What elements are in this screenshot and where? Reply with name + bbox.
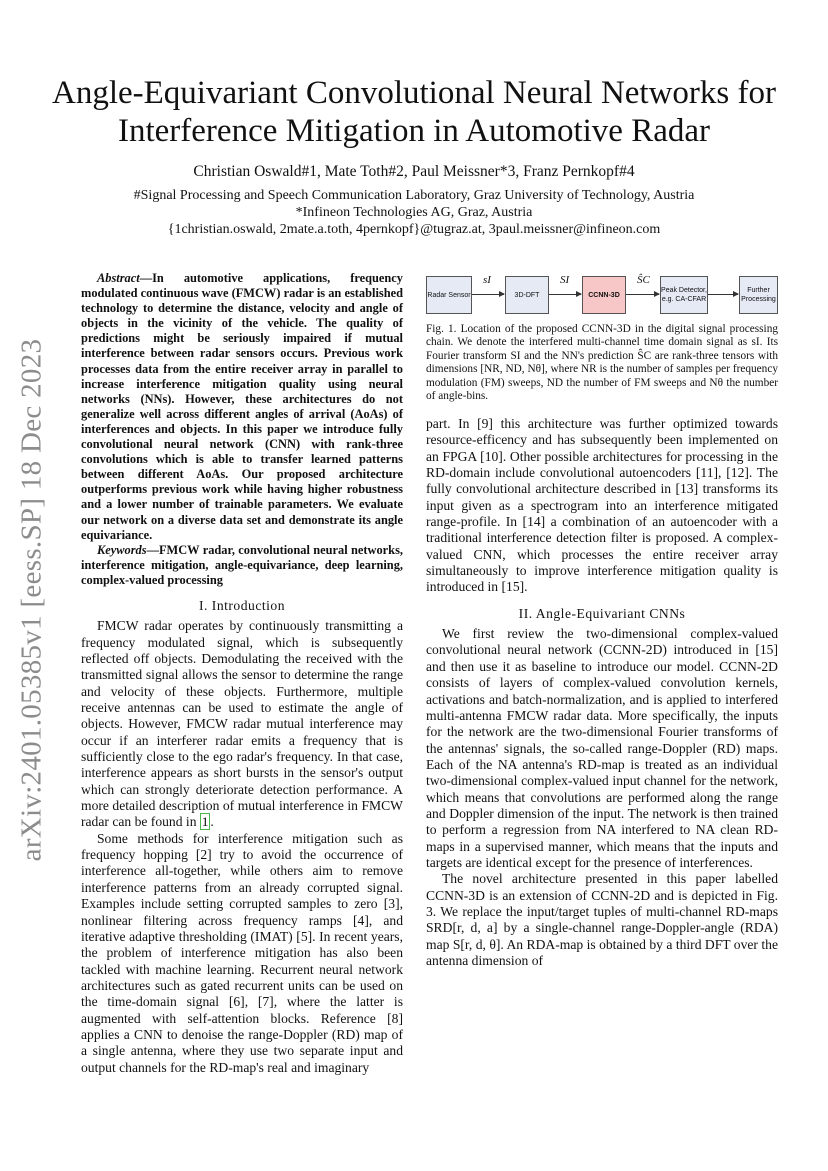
arrow-3 <box>626 294 659 295</box>
section-1-heading: I. Introduction <box>198 597 286 613</box>
citation-link[interactable]: 1 <box>201 814 209 830</box>
keywords-label: Keywords <box>97 542 147 557</box>
section-2-heading: II. Angle-Equivariant CNNs <box>518 605 686 621</box>
paper-title: Angle-Equivariant Convolutional Neural Networks for Interference Mitigation in Automotive Radar <box>52 75 776 149</box>
abstract-label: Abstract <box>97 271 140 285</box>
figure-1-diagram <box>426 268 778 328</box>
email-list: {1christian.oswald, 2mate.a.toth, 4pernkopf}@tugraz.at, 3paul.meissner@infineon.com <box>167 222 661 237</box>
keywords-text: FMCW radar, convolutional neural networks, interference mitigation, angle-equivariance, deep learning, complex-valued processing <box>81 542 403 587</box>
intro-paragraph-1: FMCW radar operates by continuously transmitting a frequency modulated signal, which is subsequently reflected off objects. Demodulating the received with the transmitted signal allows the sensor to determine the range and velocity of these objects. Furthermore, multiple receive antennas can be used to estimate the angle of objects. However, FMCW radar mutual interference may occur if an interferer radar emits a frequency that is sufficiently close to the ego radar's frequency. In that case, interference appears as short bursts in the sensor's output which can strongly deteriorate detection performance. A more detailed description of mutual interference in FMCW radar can be found in 1 . <box>81 618 403 830</box>
affiliation-1: #Signal Processing and Speech Communication Laboratory, Graz University of Technology, Austria <box>133 188 695 203</box>
arxiv-stamp <box>4 240 60 960</box>
keywords: Keywords—FMCW radar, convolutional neural networks, interference mitigation, angle-equivariance, deep learning, complex-valued processing <box>81 542 403 587</box>
right-column <box>426 416 778 969</box>
right-paragraph-2: We first review the two-dimensional complex-valued convolutional neural network (CCNN-2D) introduced in [15] and then use it as baseline to introduce our model. CCNN-2D consists of layers of complex-valued convolution kernels, activations and batch-normalization, and is applied to interfered multi-antenna FMCW radar data. More specifically, the inputs for the network are the two-dimensional Fourier transforms of the antennas' signals, the so-called range-Doppler (RD) maps. Each of the NA antenna's RD-map is treated as an individual two-dimensional complex-valued input channel for the network, which means that convolutions are performed along the range and Doppler dimension of the input. The network is then trained to perform a regression from NA interfered to NA clean RD-maps in a supervised manner, which means that the inputs and targets are identical except for the presence of interferences. <box>426 626 778 870</box>
signal-si-upper: SI <box>560 274 570 286</box>
block-3d-dft: 3D-DFT <box>505 276 549 314</box>
left-column <box>81 271 403 1076</box>
arrow-1 <box>472 294 504 295</box>
arrow-4 <box>708 294 738 295</box>
abstract-text: In automotive applications, frequency modulated continuous wave (FMCW) radar is an established technology to determine the distance, velocity and angle of objects in the vicinity of the vehicle. The quality of predictions might be seriously impaired if mutual interference between radar sensors occurs. Previous work processes data from the entire receiver array in parallel to increase interference mitigation quality using neural networks (NNs). However, these architectures do not generalize well across different angles of arrival (AoAs) of interferences and objects. In this paper we introduce fully convolutional neural network (CNN) with rank-three convolutions which is able to transfer learned patterns between different AoAs. Our proposed architecture outperforms previous work while having higher robustness and a lower number of trainable parameters. We evaluate our network on a diverse data set and demonstrate its angle equivariance. <box>81 271 403 542</box>
right-paragraph-3: The novel architecture presented in this paper labelled CCNN-3D is an extension of CCNN-2D and is depicted in Fig. 3. We replace the input/target tuples of multi-channel RD-maps SRD[r, d, a] by a single-channel range-Doppler-angle (RDA) map S[r, d, θ]. An RDA-map is obtained by a third DFT over the antenna dimension of <box>426 871 778 968</box>
author-list: Christian Oswald#1, Mate Toth#2, Paul Meissner*3, Franz Pernkopf#4 <box>193 163 635 180</box>
signal-si-lower: sI <box>483 274 491 286</box>
affiliation-2: *Infineon Technologies AG, Graz, Austria <box>295 205 533 220</box>
block-ccnn-3d: CCNN-3D <box>582 276 626 314</box>
right-paragraph-1: part. In [9] this architecture was further optimized towards resource-efficency and has subsequently been implemented on an FPGA [10]. Other possible architectures for processing in the RD-domain include convolutional autoencoders [11], [12]. The fully convolutional architecture described in [13] transforms its input given as a spectrogram into an interference mitigated range-profile. In [14] a combination of an autoencoder with a traditional interference detection filter is proposed. A complex-valued CNN, which processes the entire receiver array simultaneously to improve interference mitigation quality is introduced in [15]. <box>426 416 778 595</box>
block-peak-detector: Peak Detector, e.g. CA-CFAR <box>660 276 708 314</box>
arxiv-stamp-text: arXiv:2401.05385v1 [eess.SP] 18 Dec 2023 <box>15 338 48 862</box>
arrow-2 <box>549 294 581 295</box>
intro-paragraph-1-text: FMCW radar operates by continuously transmitting a frequency modulated signal, which is subsequently reflected off objects. Demodulating the received with the transmitted signal allows the sensor to determine the range and velocity of these objects. Furthermore, multiple receive antennas can be used to estimate the angle of objects. However, FMCW radar mutual interference may occur if an interferer radar emits a frequency that is sufficiently close to the ego radar's frequency. In that case, interference appears as short bursts in the sensor's output which can strongly deteriorate detection performance. A more detailed description of mutual interference in FMCW radar can be found in <box>81 618 403 830</box>
abstract: Abstract—In automotive applications, frequency modulated continuous wave (FMCW) radar is an established technology to determine the distance, velocity and angle of objects in the vicinity of the vehicle. The quality of predictions might be seriously impaired if mutual interference between radar sensors occurs. Previous work processes data from the entire receiver array in parallel to increase interference mitigation quality using neural networks (NNs). However, these architectures do not generalize well across different angles of arrival (AoAs) of interferences and objects. In this paper we introduce fully convolutional neural network (CNN) with rank-three convolutions which is able to transfer learned patterns between different AoAs. Our proposed architecture outperforms previous work while having higher robustness and a lower number of trainable parameters. We evaluate our network on a diverse data set and demonstrate its angle equivariance. <box>81 271 403 542</box>
block-radar-sensor: Radar Sensor <box>426 276 472 314</box>
figure-1-caption: Fig. 1. Location of the proposed CCNN-3D in the digital signal processing chain. We denote the interfered multi-channel time domain signal as sI. Its Fourier transform SI and the NN's prediction ŜC are rank-three tensors with dimensions [NR, ND, Nθ], where NR is the number of samples per frequency modulation (FM) sweeps, ND the number of FM sweeps and Nθ the number of angle-bins. <box>426 323 778 403</box>
signal-sc-hat: ŜC <box>637 274 650 286</box>
intro-paragraph-2: Some methods for interference mitigation such as frequency hopping [2] try to avoid the occurrence of interference all-together, while others aim to remove interference patterns from an already corrupted signal. Examples include setting corrupted samples to zero [3], nonlinear filtering across frequency ramps [4], and iterative adaptive thresholding (IMAT) [5]. In recent years, the problem of interference mitigation has also been tackled with machine learning. Recurrent neural network architectures such as gated recurrent units can be used on the time-domain signal [6], [7], where the latter is augmented with self-attention blocks. Reference [8] applies a CNN to denoise the range-Doppler (RD) map of a single antenna, where they use two separate input and output channels for the RD-map's real and imaginary <box>81 830 403 1075</box>
block-further-processing: Further Processing <box>739 276 778 314</box>
